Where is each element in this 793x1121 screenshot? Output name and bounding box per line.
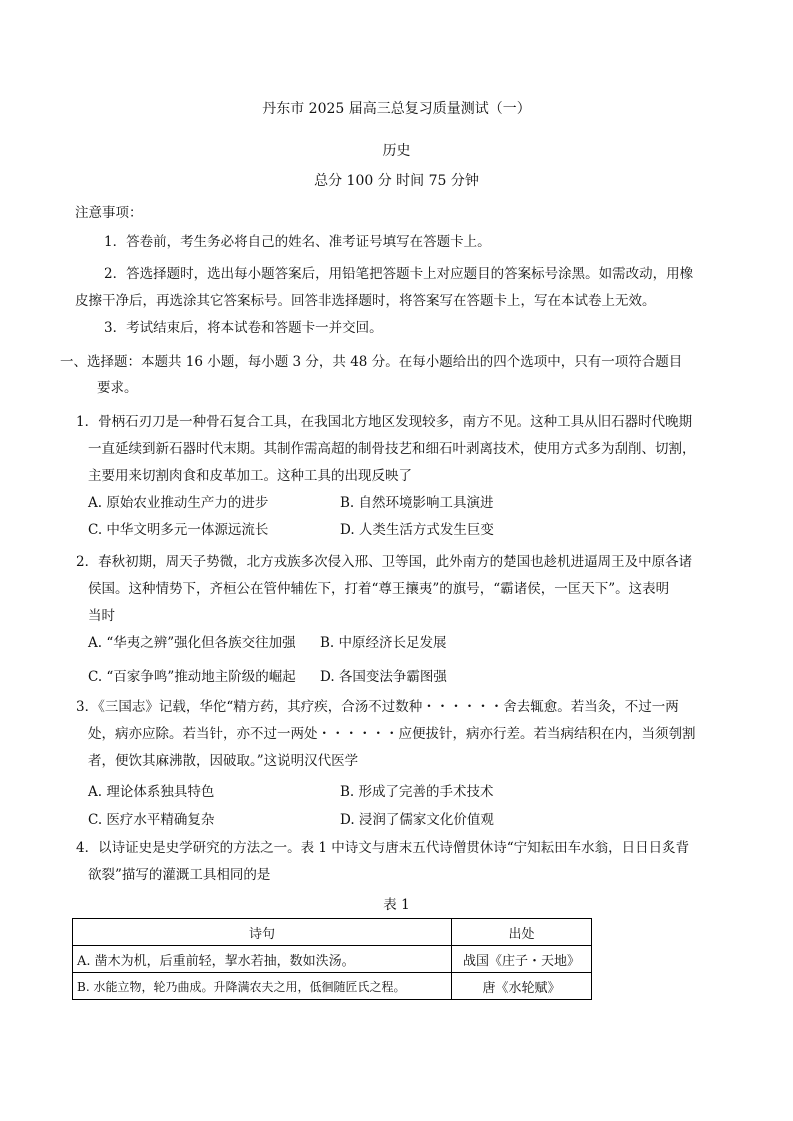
notes-heading: 注意事项： [75,205,143,221]
question-1-text: 主要用来切割肉食和皮革加工。这种工具的出现反映了 [88,468,412,484]
table-cell: 战国《庄子・天地》 [452,946,592,973]
question-3-text: 者，便饮其麻沸散，因破取。”这说明汉代医学 [88,753,359,769]
question-4-text: 欲裂”描写的灌溉工具相同的是 [88,867,271,883]
table-caption: 表 1 [383,897,410,913]
question-2-text: 侯国。这种情势下，齐桓公在管仲辅佐下，打着“尊王攘夷”的旗号，“霸诸侯，一匡天下”。这表明 [88,581,670,597]
option-d: D. 人类生活方式发生巨变 [340,522,494,538]
section-heading-cont: 要求。 [97,380,138,396]
option-d: D. 浸润了儒家文化价值观 [340,812,494,828]
table-cell: A. 凿木为机，后重前轻，挈水若抽，数如泆汤。 [73,946,452,973]
option-c: C. “百家争鸣”推动地主阶级的崛起 [88,669,296,685]
question-2-text: 当时 [88,608,115,624]
table-row [73,946,592,973]
exam-title: 丹东市 2025 届高三总复习质量测试（一） [262,101,531,117]
section-heading: 一、选择题：本题共 16 小题，每小题 3 分，共 48 分。在每小题给出的四个选项中，只有一项符合题目 [60,354,683,370]
note-item: 1．答卷前，考生务必将自己的姓名、准考证号填写在答题卡上。 [104,234,491,250]
option-a: A. 原始农业推动生产力的进步 [88,495,269,511]
table-header: 诗句 [73,919,452,946]
option-b: B. 中原经济长足发展 [320,635,447,651]
question-1-text: 1．骨柄石刃刀是一种骨石复合工具，在我国北方地区发现较多，南方不见。这种工具从旧石器时代晚期 [76,414,693,430]
option-b: B. 形成了完善的手术技术 [340,784,494,800]
table-row [73,973,592,1000]
subject-title: 历史 [382,143,411,159]
table-header-row [73,919,592,946]
note-item: 3．考试结束后，将本试卷和答题卡一并交回。 [104,320,383,336]
option-c: C. 医疗水平精确复杂 [88,812,215,828]
question-4-text: 4．以诗证史是史学研究的方法之一。表 1 中诗文与唐末五代诗僧贯休诗“宁知耘田车水翁，日日日炙背 [76,840,690,856]
table-header: 出处 [452,919,592,946]
question-3-text: 3．《三国志》记载，华佗“精方药，其疗疾，合汤不过数种・・・・・・舍去辄愈。若当灸，不过一两 [76,699,679,715]
option-a: A. 理论体系独具特色 [88,784,215,800]
table-cell: 唐《水轮赋》 [452,973,592,1000]
question-2-text: 2．春秋初期，周天子势微，北方戎族多次侵入邢、卫等国，此外南方的楚国也趁机进逼周王及中原各诸 [76,554,693,570]
option-a: A. “华夷之辨”强化但各族交往加强 [88,635,296,651]
option-c: C. 中华文明多元一体源远流长 [88,522,269,538]
question-1-text: 一直延续到新石器时代末期。其制作需高超的制骨技艺和细石叶剥离技术，使用方式多为刮削、切割， [88,441,696,457]
note-item: 2．答选择题时，选出每小题答案后，用铅笔把答题卡上对应题目的答案标号涂黑。如需改动，用橡 [104,266,694,282]
table-cell: B. 水能立物，轮乃曲成。升降满农夫之用，低徊随匠氏之程。 [73,973,452,1000]
question-3-text: 处，病亦应除。若当针，亦不过一两处・・・・・・应便拔针，病亦行差。若当病结积在内，当须刳割 [88,726,696,742]
option-b: B. 自然环境影响工具演进 [340,495,494,511]
poem-table [72,918,592,1000]
exam-info: 总分 100 分 时间 75 分钟 [314,173,479,189]
note-item: 皮擦干净后，再选涂其它答案标号。回答非选择题时，将答案写在答题卡上，写在本试卷上无效。 [75,293,656,309]
option-d: D. 各国变法争霸图强 [320,669,447,685]
